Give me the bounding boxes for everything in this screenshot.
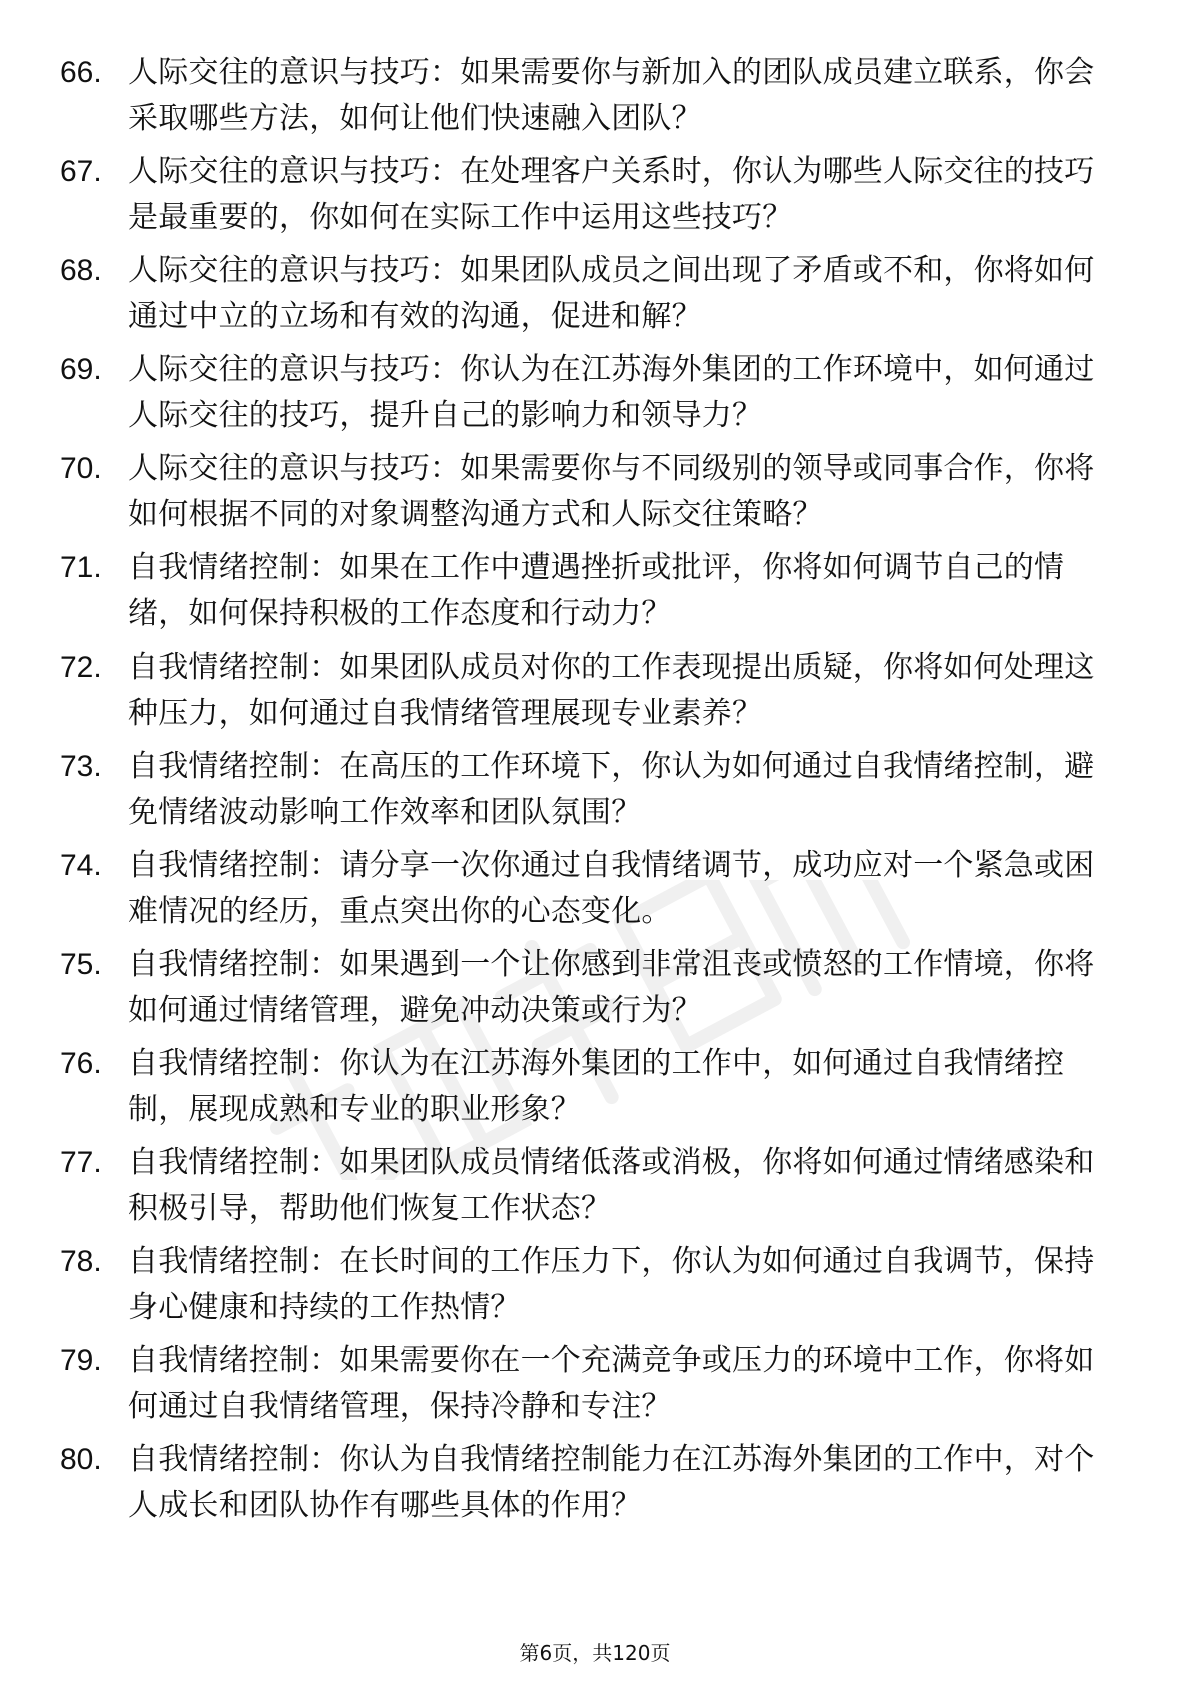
question-number: 68. [60, 254, 102, 288]
question-number: 73. [60, 749, 102, 783]
question-number: 66. [60, 56, 102, 89]
question-item [60, 1041, 1120, 1138]
question-text: 自我情绪控制：你认为自我情绪控制能力在江苏海外集团的工作中，对个人成长和团队协作有哪些具体的作用？ [128, 1442, 1095, 1524]
question-item [60, 347, 1120, 444]
question-number: 79. [60, 1344, 102, 1378]
question-text: 自我情绪控制：如果在工作中遭遇挫折或批评，你将如何调节自己的情绪，如何保持积极的工作态度和行动力？ [128, 550, 1065, 632]
question-item [60, 1239, 1120, 1336]
question-text: 人际交往的意识与技巧：如果需要你与新加入的团队成员建立联系，你会采取哪些方法，如何让他们快速融入团队？ [128, 55, 1095, 136]
question-text: 自我情绪控制：在高压的工作环境下，你认为如何通过自我情绪控制，避免情绪波动影响工作效率和团队氛围？ [128, 748, 1095, 830]
question-number: 75. [60, 947, 102, 981]
question-text: 自我情绪控制：如果团队成员对你的工作表现提出质疑，你将如何处理这种压力，如何通过自我情绪管理展现专业素养？ [128, 649, 1095, 731]
question-number: 69. [60, 353, 102, 387]
question-number: 72. [60, 650, 102, 684]
question-number: 78. [60, 1245, 102, 1279]
question-number: 71. [60, 551, 102, 585]
question-text: 自我情绪控制：你认为在江苏海外集团的工作中，如何通过自我情绪控制，展现成熟和专业的职业形象？ [128, 1045, 1065, 1127]
question-item [60, 843, 1120, 940]
question-item [60, 545, 1120, 642]
question-item [60, 1140, 1120, 1237]
question-text: 人际交往的意识与技巧：如果需要你与不同级别的领导或同事合作，你将如何根据不同的对象调整沟通方式和人际交往策略？ [128, 451, 1095, 533]
question-text: 自我情绪控制：如果团队成员情绪低落或消极，你将如何通过情绪感染和积极引导，帮助他们恢复工作状态？ [128, 1145, 1095, 1227]
question-item [60, 645, 1120, 742]
question-item [60, 50, 1120, 147]
question-item [60, 248, 1120, 345]
question-text: 自我情绪控制：在长时间的工作压力下，你认为如何通过自我调节，保持身心健康和持续的工作热情？ [128, 1244, 1095, 1326]
question-item [60, 744, 1120, 841]
question-text: 人际交往的意识与技巧：在处理客户关系时，你认为哪些人际交往的技巧是最重要的，你如何在实际工作中运用这些技巧？ [128, 154, 1095, 236]
question-list [60, 50, 1120, 1536]
page-footer: 第6页，共120页 [519, 1641, 671, 1665]
question-number: 76. [60, 1046, 102, 1080]
question-text: 人际交往的意识与技巧：你认为在江苏海外集团的工作环境中，如何通过人际交往的技巧，提升自己的影响力和领导力？ [128, 352, 1095, 434]
question-item [60, 446, 1120, 543]
question-text: 人际交往的意识与技巧：如果团队成员之间出现了矛盾或不和，你将如何通过中立的立场和有效的沟通，促进和解？ [128, 253, 1095, 335]
question-item [60, 1437, 1120, 1534]
question-item [60, 942, 1120, 1039]
question-item [60, 1338, 1120, 1435]
question-text: 自我情绪控制：请分享一次你通过自我情绪调节，成功应对一个紧急或困难情况的经历，重点突出你的心态变化。 [128, 847, 1095, 929]
question-number: 74. [60, 848, 102, 882]
question-number: 80. [60, 1443, 102, 1477]
question-item [60, 149, 1120, 246]
question-number: 77. [60, 1146, 102, 1180]
question-number: 67. [60, 155, 102, 189]
question-text: 自我情绪控制：如果遇到一个让你感到非常沮丧或愤怒的工作情境，你将如何通过情绪管理，避免冲动决策或行为？ [128, 946, 1095, 1028]
question-number: 70. [60, 452, 102, 486]
question-text: 自我情绪控制：如果需要你在一个充满竞争或压力的环境中工作，你将如何通过自我情绪管理，保持冷静和专注？ [128, 1343, 1095, 1425]
